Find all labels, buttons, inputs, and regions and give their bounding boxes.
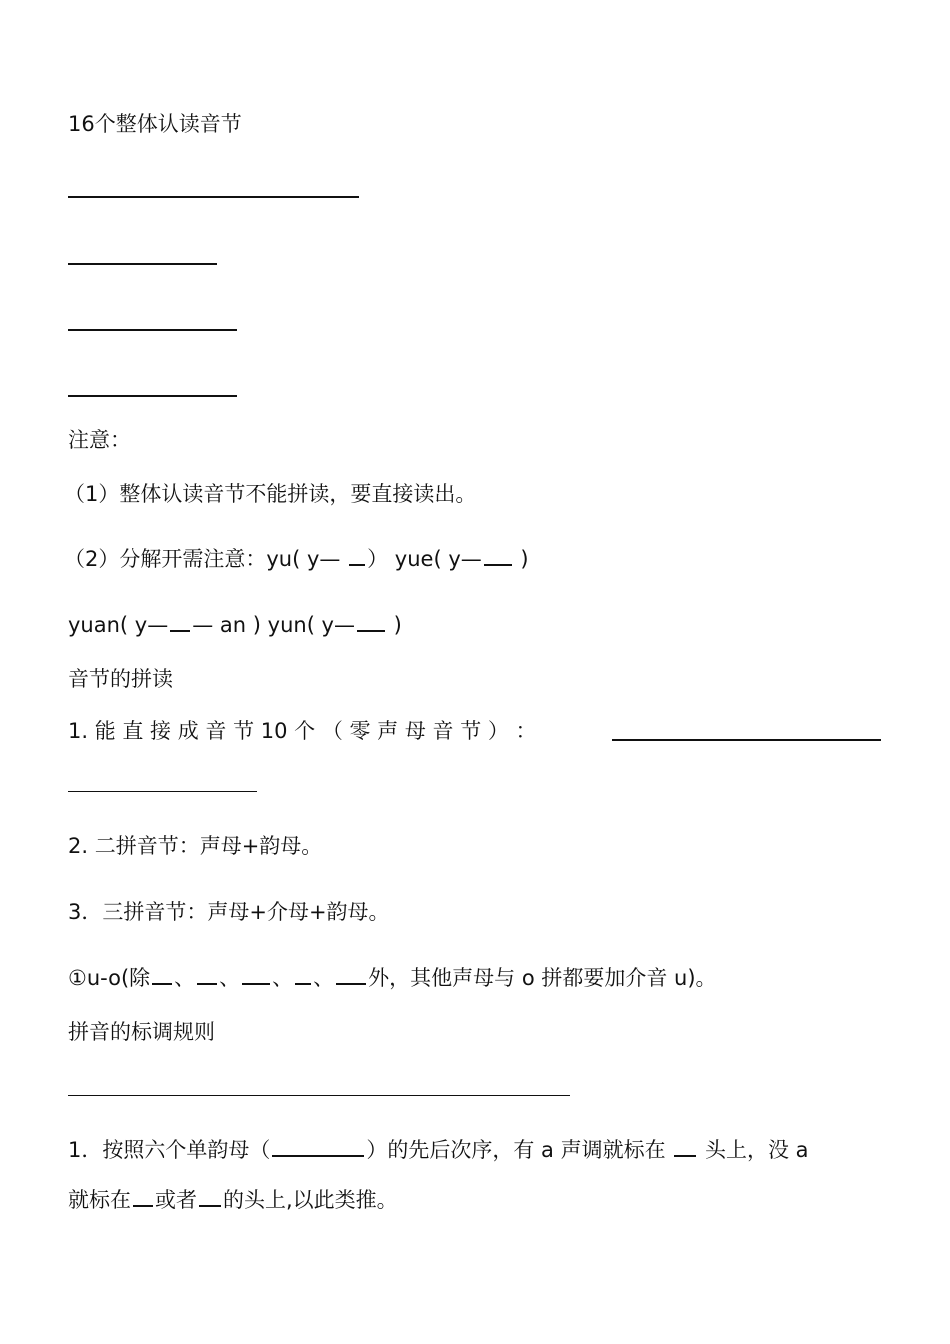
blank-tone-a bbox=[674, 1135, 696, 1157]
note-2-yue-b: ) bbox=[513, 547, 529, 571]
blank-yuan bbox=[170, 610, 190, 632]
section-title-tone-rules: 拼音的标调规则 bbox=[68, 1020, 215, 1044]
note-2-prefix: （2）分解开需注意： bbox=[64, 547, 267, 571]
blank-yun bbox=[357, 610, 385, 632]
answer-line-item1-b bbox=[68, 791, 257, 792]
tone-rule-1 bbox=[68, 1135, 809, 1165]
tone-rule-1-a: 1．按照六个单韵母（ bbox=[68, 1138, 271, 1162]
tone-rule-1-cont bbox=[68, 1185, 398, 1215]
note-2-yu-b: ） bbox=[367, 547, 389, 571]
tone-rule-1-d: 就标在 bbox=[68, 1188, 131, 1212]
note-3-yun-a: yun( y— bbox=[267, 613, 355, 637]
note-2-yu-a: yu( y— bbox=[266, 547, 341, 571]
note-3 bbox=[68, 610, 402, 640]
note-3-yuan-b: — an ) bbox=[192, 613, 261, 637]
syllable-item-3: 3．三拼音节：声母+介母+韵母。 bbox=[68, 900, 390, 924]
answer-line-1 bbox=[68, 196, 359, 198]
answer-line-2 bbox=[68, 263, 217, 265]
separator: 、 bbox=[174, 966, 196, 990]
separator: 、 bbox=[313, 966, 335, 990]
blank-uo-2 bbox=[197, 963, 217, 985]
section-title-whole-syllables: 16个整体认读音节 bbox=[68, 112, 242, 136]
tone-rule-1-f: 的头上,以此类推。 bbox=[223, 1188, 398, 1212]
section-title-syllable-spelling: 音节的拼读 bbox=[68, 667, 173, 691]
blank-yu bbox=[349, 544, 365, 566]
note-label: 注意： bbox=[68, 428, 131, 452]
item-4-suffix: 外，其他声母与 o 拼都要加介音 u)。 bbox=[368, 966, 717, 990]
blank-uo-4 bbox=[295, 963, 311, 985]
note-2 bbox=[64, 544, 529, 574]
separator: 、 bbox=[272, 966, 294, 990]
answer-line-tone-rules bbox=[68, 1095, 570, 1096]
tone-rule-1-b: ）的先后次序，有 a 声调就标在 bbox=[366, 1138, 666, 1162]
blank-uo-3 bbox=[242, 963, 270, 985]
note-2-yue-a: yue( y— bbox=[394, 547, 482, 571]
syllable-item-2: 2. 二拼音节：声母+韵母。 bbox=[68, 834, 323, 858]
item-4-prefix: ①u-o(除 bbox=[68, 966, 151, 990]
answer-line-3 bbox=[68, 329, 237, 331]
tone-rule-1-e: 或者 bbox=[155, 1188, 197, 1212]
blank-yue bbox=[484, 544, 512, 566]
syllable-item-4 bbox=[68, 963, 717, 993]
blank-tone-e bbox=[199, 1185, 221, 1207]
blank-uo-5 bbox=[336, 963, 366, 985]
note-1: （1）整体认读音节不能拼读，要直接读出。 bbox=[64, 482, 477, 506]
note-3-yun-b: ) bbox=[386, 613, 402, 637]
syllable-item-1: 1. 能 直 接 成 音 节 10 个 （ 零 声 母 音 节 ） ： bbox=[68, 719, 537, 743]
blank-tone-o bbox=[133, 1185, 153, 1207]
answer-line-item1-a bbox=[612, 739, 881, 741]
note-3-yuan-a: yuan( y— bbox=[68, 613, 169, 637]
blank-uo-1 bbox=[152, 963, 172, 985]
answer-line-4 bbox=[68, 395, 237, 397]
tone-rule-1-c: 头上，没 a bbox=[704, 1138, 809, 1162]
blank-six-finals bbox=[272, 1135, 364, 1157]
separator: 、 bbox=[219, 966, 241, 990]
